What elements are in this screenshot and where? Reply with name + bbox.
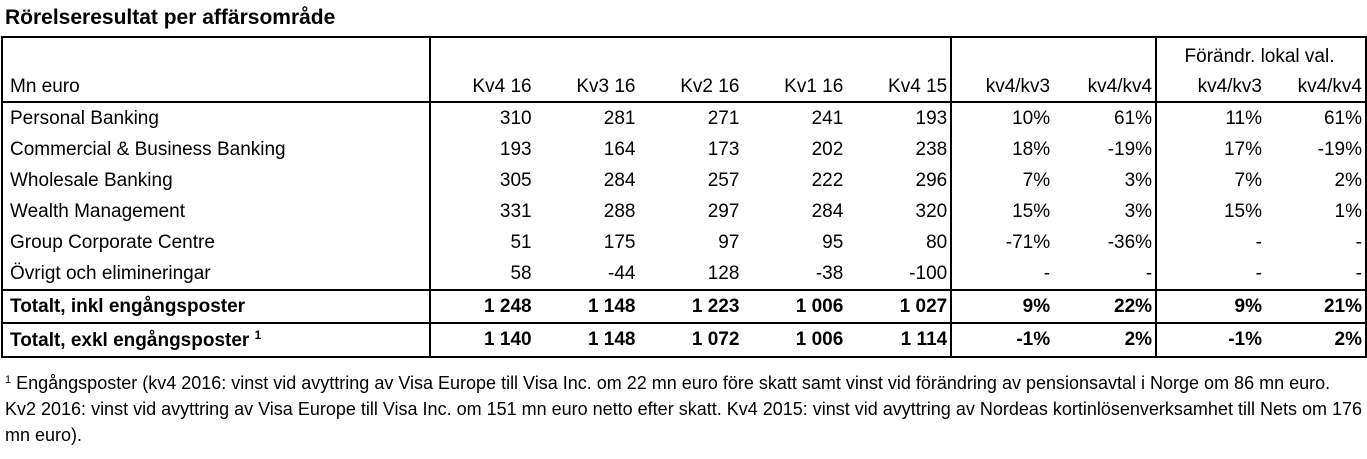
table-cell: 238	[846, 134, 951, 165]
row-label: Wealth Management	[2, 196, 430, 227]
page-title: Rörelseresultat per affärsområde	[5, 6, 336, 29]
table-cell: 281	[603, 107, 636, 129]
column-header: Kv1 16	[742, 68, 846, 102]
table-cell: 58	[510, 262, 532, 284]
table-cell: -19%	[1053, 134, 1156, 165]
header-unit-label: Mn euro	[2, 68, 430, 102]
results-table	[1, 36, 1367, 358]
total-cell: 9%	[951, 290, 1053, 323]
header-empty-cell	[2, 37, 430, 68]
table-cell: 11%	[1225, 107, 1262, 129]
total-cell: 1 223	[638, 290, 742, 323]
table-cell: 257	[707, 169, 740, 191]
table-cell: 241	[811, 107, 844, 129]
row-label: Övrigt och elimineringar	[2, 258, 430, 290]
table-cell: 15%	[1223, 200, 1262, 222]
total-cell: 2%	[1265, 323, 1366, 357]
table-row	[2, 196, 1366, 227]
column-header: kv4/kv4	[1053, 68, 1156, 102]
table-row	[2, 134, 1366, 165]
table-cell: -	[1255, 231, 1262, 253]
total-row-incl	[2, 290, 1366, 323]
column-header: Kv4 16	[430, 68, 535, 102]
row-label: Personal Banking	[2, 102, 430, 134]
table-cell: 331	[499, 200, 532, 222]
table-cell: 175	[603, 231, 636, 253]
total-label: Totalt, exkl engångsposter $^1$	[2, 323, 430, 357]
table-cell: 305	[499, 169, 532, 191]
table-cell: 61%	[1265, 102, 1366, 134]
footnote-marker: 1	[254, 328, 262, 342]
table-cell: 288	[603, 200, 636, 222]
total-cell: 1 148	[535, 290, 639, 323]
table-cell: 7%	[1022, 169, 1051, 191]
column-header: kv4/kv3	[1156, 68, 1265, 102]
total-cell: 1 148	[535, 323, 639, 357]
table-cell: -	[1265, 258, 1366, 290]
total-label: Totalt, inkl engångsposter	[2, 290, 430, 323]
column-header: Kv4 15	[846, 68, 951, 102]
table-cell: 61%	[1053, 102, 1156, 134]
table-cell: 2%	[1265, 165, 1366, 196]
header-row	[2, 68, 1366, 102]
total-cell: 9%	[1156, 290, 1265, 323]
table-cell: 80	[846, 227, 951, 258]
footnote-text: Engångsposter (kv4 2016: vinst vid avyttring av Visa Europe till Visa Inc. om 22 mn euro före skatt samt vinst vid förändring av pensionsavtal i Norge om 86 mn euro. Kv2 2016: vinst vid avyttring av Visa Europe till Visa Inc. om 151 mn euro netto efter skatt. Kv4 2015: vinst vid avyttring av Nordeas kortinlösenverksamhet till Nets om 176 mn euro).	[5, 373, 1362, 445]
table-row	[2, 165, 1366, 196]
row-label: Commercial & Business Banking	[2, 134, 430, 165]
table-cell: -71%	[1005, 231, 1051, 253]
total-cell: 2%	[1053, 323, 1156, 357]
table-cell: 10%	[1012, 107, 1051, 129]
column-header: Kv2 16	[638, 68, 742, 102]
total-cell: 1 248	[430, 290, 535, 323]
table-row	[2, 102, 1366, 134]
table-cell: 173	[707, 138, 740, 160]
footnote-marker: 1	[5, 374, 12, 386]
footnote	[5, 367, 1365, 448]
table-cell: 7%	[1234, 169, 1262, 191]
header-row-group	[2, 37, 1366, 68]
table-cell: 297	[707, 200, 740, 222]
table-cell: 202	[811, 138, 844, 160]
column-header: kv4/kv3	[951, 68, 1053, 102]
table-cell: 284	[603, 169, 636, 191]
table-cell: 51	[510, 231, 532, 253]
table-cell: 17%	[1223, 138, 1262, 160]
total-cell: 1 114	[846, 323, 951, 357]
table-cell: 320	[846, 196, 951, 227]
table-cell: 271	[707, 107, 740, 129]
table-cell: 95	[822, 231, 844, 253]
table-cell: -44	[608, 262, 636, 284]
table-cell: 97	[718, 231, 740, 253]
row-label: Group Corporate Centre	[2, 227, 430, 258]
table-cell: 3%	[1053, 196, 1156, 227]
table-cell: -19%	[1265, 134, 1366, 165]
table-cell: 15%	[1012, 200, 1051, 222]
table-cell: 193	[846, 102, 951, 134]
header-group-label: Förändr. lokal val.	[1156, 37, 1366, 68]
total-cell: 1 072	[638, 323, 742, 357]
total-cell: 1 006	[742, 323, 846, 357]
table-cell: -38	[815, 262, 844, 284]
total-row-excl	[2, 323, 1366, 357]
table-cell: -	[1265, 227, 1366, 258]
total-cell: 1 006	[742, 290, 846, 323]
table-cell: -	[1255, 262, 1262, 284]
table-cell: 3%	[1053, 165, 1156, 196]
table-cell: 310	[499, 107, 532, 129]
table-cell: -36%	[1053, 227, 1156, 258]
table-cell: 284	[811, 200, 844, 222]
table-cell: 193	[499, 138, 532, 160]
column-header: Kv3 16	[535, 68, 639, 102]
total-cell: 22%	[1053, 290, 1156, 323]
table-cell: 1%	[1265, 196, 1366, 227]
total-cell: 1 140	[430, 323, 535, 357]
table-row	[2, 227, 1366, 258]
total-cell: -1%	[1156, 323, 1265, 357]
table-cell: 222	[811, 169, 844, 191]
table-cell: 164	[603, 138, 636, 160]
total-cell: 1 027	[846, 290, 951, 323]
row-label: Wholesale Banking	[2, 165, 430, 196]
table-row	[2, 258, 1366, 290]
table-cell: -	[1043, 262, 1051, 284]
column-header: kv4/kv4	[1265, 68, 1366, 102]
table-cell: 128	[707, 262, 740, 284]
table-cell: 296	[846, 165, 951, 196]
table-cell: -	[1053, 258, 1156, 290]
table-cell: -100	[846, 258, 951, 290]
total-cell: 21%	[1265, 290, 1366, 323]
table-cell: 18%	[1012, 138, 1051, 160]
total-cell: -1%	[951, 323, 1053, 357]
